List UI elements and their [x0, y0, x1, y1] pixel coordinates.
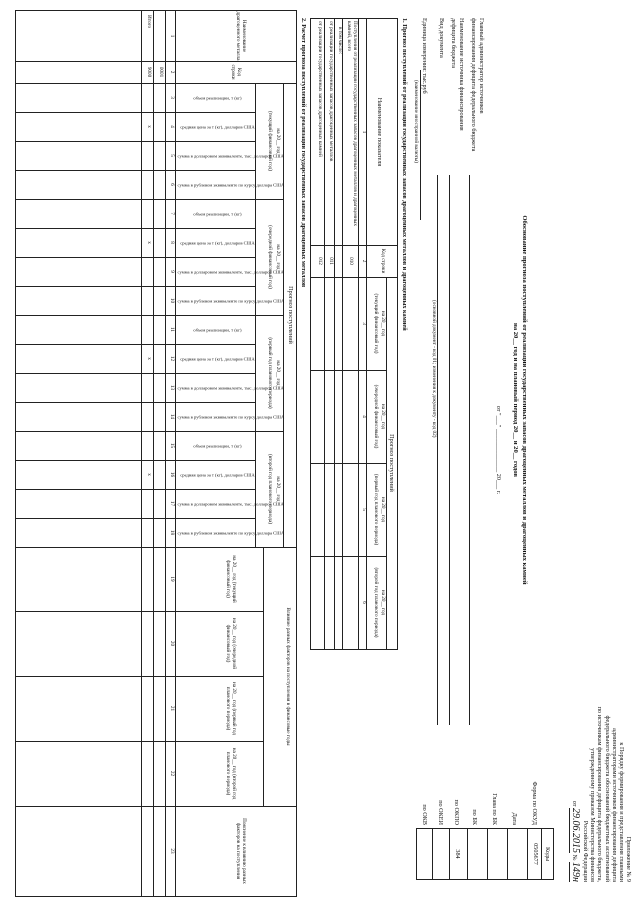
subcol-header: сумма в долларовом эквиваленте, тыс. долларов США [177, 501, 284, 507]
document-title: Обоснование прогноза поступлений от реализации государственных запасов драгоценных металлов и драгоценных камней [521, 215, 528, 585]
year-header: на 20__ год [275, 244, 281, 270]
section1-table [310, 18, 398, 650]
code-label: по ОКПО [453, 799, 460, 825]
code-label: по ОКЕИ [437, 800, 444, 825]
section1-title: 1. Прогноз поступлений от реализации государственных запасов драгоценных металлов и драгоценных камней [401, 18, 408, 331]
subcol-header: сумма в рублевом эквиваленте по курсу доллара США [177, 414, 285, 420]
col-number: 1 [169, 34, 175, 38]
col-header-metal: Наименование драгоценного металла [235, 11, 247, 61]
col-number: 2 [361, 259, 367, 263]
currency-hint: (наименование иностранной валюты) [413, 80, 419, 164]
subcol-header: объем реализации, т (кг) [193, 327, 242, 333]
subcol-header: средняя цена за т (кг), долларов США [180, 356, 255, 362]
col-number: 2 [169, 70, 175, 74]
table-row-code: 011 [328, 257, 334, 265]
subcol-header: сумма в рублевом эквиваленте по курсу доллара США [177, 182, 285, 188]
field-label: финансирования дефицита федерального бюджета [470, 18, 477, 152]
code-okud-value: 0505677 [532, 843, 539, 865]
factors-header: Влияние разных факторов на поступления в финансовые годы [285, 607, 291, 746]
col-number: 15 [169, 442, 175, 449]
col-header-name: Наименование показателя [376, 97, 383, 167]
year-period: (первый год планового периода) [373, 473, 379, 546]
subcol-header: объем реализации, т (кг) [193, 95, 242, 101]
cell-mark: x [146, 241, 152, 244]
appendix-line: федерального бюджета обоснований бюджетных ассигнований [603, 715, 611, 882]
appendix-block [570, 642, 632, 882]
codes-box [416, 828, 554, 880]
year-period: (текущий финансовый год) [373, 293, 379, 354]
appendix-line: администраторами источников финансирования дефицита [610, 728, 618, 882]
col-number: 4 [361, 415, 367, 418]
year-header: на 20__ год [380, 496, 386, 523]
col-number: 6 [169, 183, 175, 186]
section2-table [15, 10, 297, 897]
col-header-forecast: Прогноз поступлений [388, 434, 395, 492]
year-header: на 20__ год [275, 128, 281, 154]
code-label: Глава по БК [491, 793, 498, 825]
field-line[interactable] [420, 70, 421, 220]
col-number: 17 [169, 500, 175, 507]
col-number: 12 [169, 355, 175, 362]
cell-mark: x [146, 125, 152, 128]
subcol-header: сумма в долларовом эквиваленте, тыс. долларов США [177, 269, 284, 275]
cell-mark: x [146, 473, 152, 476]
col-number: 23 [169, 848, 175, 854]
table-row-name: в том числе: [337, 27, 343, 55]
factor-year: на 20__ год (очередной финансовый год) [225, 617, 237, 670]
code-label: Форма по ОКУД [531, 781, 538, 825]
subcol-header: средняя цена за т (кг), долларов США [180, 124, 255, 130]
field-label: Наименование источника финансирования [458, 18, 465, 131]
table-row-name: от реализации государственных запасов драгоценных камней [317, 21, 323, 157]
codes-header: Коды [544, 846, 551, 862]
col-number: 3 [361, 322, 367, 325]
field-line[interactable] [437, 175, 438, 725]
document-date-line: от "___" ______________ 20___ г. [495, 405, 502, 495]
table-row-name: от реализации государственных запасов драгоценных металлов [328, 21, 334, 162]
year-header: на 20__ год [275, 360, 281, 386]
appendix-number: 149н [570, 862, 582, 882]
col-number: 7 [169, 212, 175, 215]
subcol-header: средняя цена за т (кг), долларов США [180, 240, 255, 246]
field-label: Единица измерения: тыс.руб [421, 18, 428, 94]
col-number: 9 [169, 270, 175, 273]
appendix-line: Приложение № 9 [625, 836, 632, 882]
year-period: (второй год планового периода) [267, 454, 273, 524]
year-header: на 20__ год [380, 310, 386, 337]
col-number: 16 [169, 471, 175, 478]
field-label: Вид документа [438, 18, 445, 58]
col-header-forecast: Прогноз поступлений [287, 286, 294, 344]
col-number: 5 [361, 508, 367, 511]
year-period: (очередной финансовый год) [267, 225, 273, 289]
appendix-line: утвержденному приказом Министерства финансов [589, 748, 597, 882]
table-row-name: Поступления от реализации государственных запасов драгоценных металлов и драгоценных камней, всего [346, 21, 358, 227]
appendix-date: 29.06.2015 [570, 808, 582, 854]
factor-year: на 20__ год (первый год планового периода) [225, 682, 237, 735]
total-label: Итого [146, 15, 152, 29]
date-prefix: от [571, 800, 579, 807]
subcol-header: объем реализации, т (кг) [193, 443, 242, 449]
code-label: по БК [471, 809, 478, 825]
field-label: дефицита бюджета [450, 18, 457, 69]
col-number: 5 [169, 154, 175, 157]
col-number: 21 [169, 705, 175, 712]
field-line[interactable] [449, 175, 450, 725]
subcol-header: сумма в рублевом эквиваленте по курсу доллара США [177, 298, 285, 304]
doc-type-hint: (основной документ - код 01; изменения к документу - код 02) [431, 300, 437, 438]
section2-title: 2. Расчет прогноза поступлений от реализации государственных запасов драгоценных металлов [300, 18, 307, 288]
col-header-code: Код строки [380, 248, 386, 274]
col-number: 14 [169, 413, 175, 420]
appendix-line: по источникам финансирования дефицита федерального бюджета, [596, 706, 604, 882]
table-row-code: 012 [317, 257, 323, 265]
code-label: по ОКВ [421, 804, 428, 825]
document-title-period: на 20__ год и на плановый период 20__ и 20__ годов [512, 323, 519, 477]
appendix-line: к Порядку формирования и представления главными [617, 742, 625, 882]
col-header-code: Код строки [230, 64, 242, 80]
table-row-code: 9000 [146, 66, 152, 78]
subcol-header: объем реализации, т (кг) [193, 211, 242, 217]
col-number: 13 [169, 384, 175, 391]
field-label: Главный администратор источников [478, 18, 485, 114]
table-row-code: 0001 [158, 66, 164, 78]
col-number: 1 [361, 130, 367, 134]
subcol-header: средняя цена за т (кг), долларов США [180, 472, 255, 478]
col-number: 18 [169, 529, 175, 536]
code-okei-value: 384 [454, 849, 461, 859]
appendix-date-line [570, 642, 582, 882]
col-number: 22 [169, 770, 175, 777]
factor-year: на 20__ год (второй год планового периода) [225, 747, 237, 800]
appendix-line: Российской Федерации [582, 820, 590, 882]
explain-header: Пояснение к влиянию разных факторов на поступления [235, 818, 247, 884]
year-period: (текущий финансовый год) [267, 111, 273, 171]
code-label: Дата [511, 812, 518, 825]
subcol-header: сумма в долларовом эквиваленте, тыс. долларов США [177, 153, 284, 159]
col-number: 20 [169, 640, 175, 647]
field-line[interactable] [469, 175, 470, 725]
year-header: на 20__ год [380, 403, 386, 430]
col-number: 19 [169, 576, 175, 582]
subcol-header: сумма в долларовом эквиваленте, тыс. долларов США [177, 385, 284, 391]
col-number: 6 [361, 601, 367, 604]
year-period: (второй год планового периода) [373, 567, 379, 638]
year-period: (первый год планового периода) [267, 337, 273, 409]
number-prefix: № [571, 854, 579, 861]
year-period: (очередной финансовый год) [373, 384, 379, 449]
col-number: 8 [169, 241, 175, 244]
year-header: на 20__ год [380, 589, 386, 616]
col-number: 11 [169, 327, 175, 332]
col-number: 3 [169, 96, 175, 99]
subcol-header: сумма в рублевом эквиваленте по курсу доллара США [177, 530, 285, 536]
col-number: 10 [169, 297, 175, 304]
col-number: 4 [169, 125, 175, 128]
table-row-code: 010 [348, 257, 354, 265]
year-header: на 20__ год [275, 476, 281, 502]
cell-mark: x [146, 357, 152, 360]
factor-year: на 20__ год (текущий финансовый год) [225, 555, 237, 603]
